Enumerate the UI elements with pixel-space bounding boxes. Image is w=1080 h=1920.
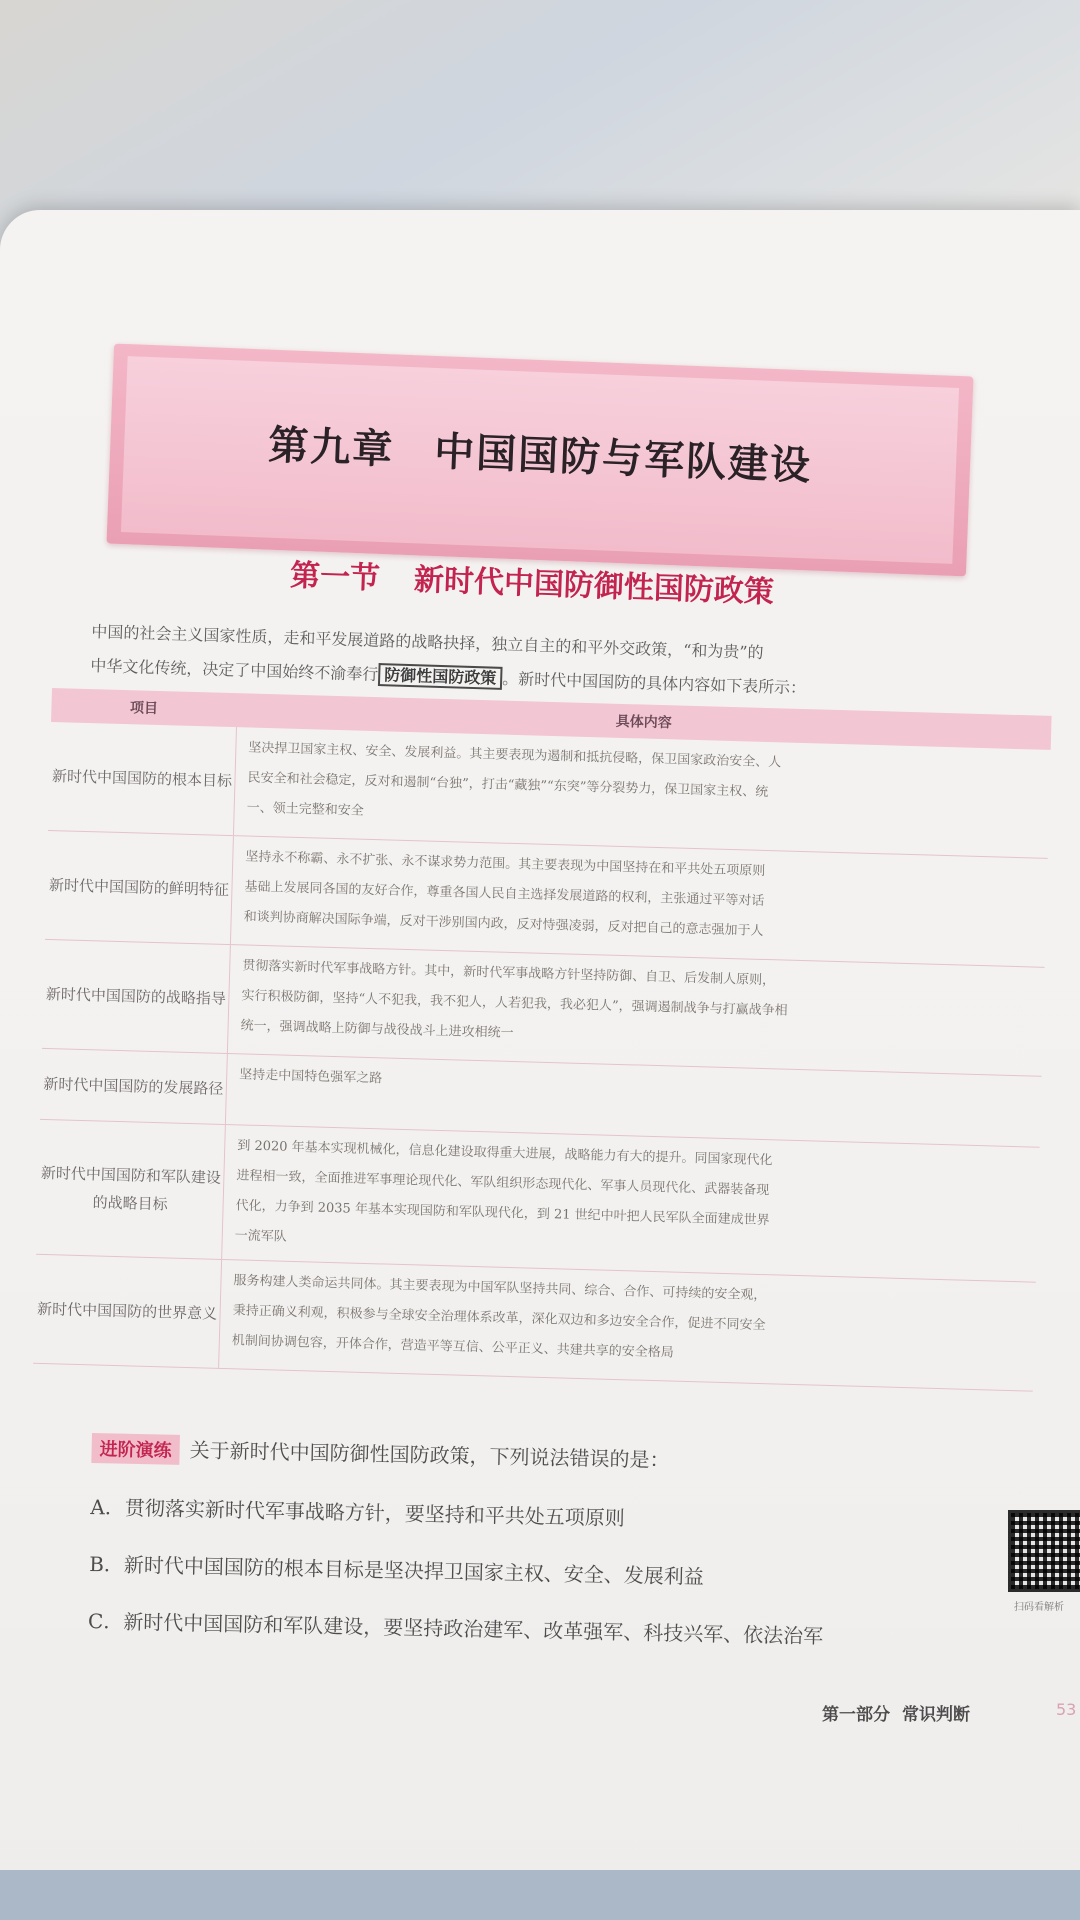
table-body <box>33 722 1051 1392</box>
table-row-line: 坚持走中国特色强军之路 <box>239 1067 383 1087</box>
exercise-option-a[interactable]: A．贯彻落实新时代军事战略方针，要坚持和平共处五项原则 <box>90 1494 626 1531</box>
chapter-banner <box>106 344 973 577</box>
table-row-line: 基础上发展同各国的友好合作，尊重各国人民自主选择发展道路的权利，主张通过平等对话 <box>244 879 765 909</box>
table-row-line: 进程相一致，全面推进军事理论现代化、军队组织形态现代化、军事人员现代化、武器装备现 <box>236 1168 770 1199</box>
table-row-line: 一、领土完整和安全 <box>246 800 364 819</box>
table-row-content <box>219 1260 1036 1391</box>
table-row-line: 服务构建人类命运共同体。其主要表现为中国军队坚持共同、综合、合作、可持续的安全观， <box>233 1273 767 1304</box>
table-row-line: 统一，强调战略上防御与战役战斗上进攻相统一 <box>240 1018 514 1042</box>
table-row-line: 贯彻落实新时代军事战略方针。其中，新时代军事战略方针坚持防御、自卫、后发制人原则， <box>242 958 776 989</box>
table-row-item: 新时代中国国防的战略指导 <box>42 940 231 1053</box>
table-row-content <box>228 945 1045 1076</box>
chapter-name: 中国国防与军队建设 <box>433 428 813 490</box>
table-row-line: 坚持永不称霸、永不扩张、永不谋求势力范围。其主要表现为中国坚持在和平共处五项原则 <box>245 849 766 879</box>
table-row-item: 新时代中国国防的鲜明特征 <box>45 831 234 944</box>
section-number: 第一节 <box>289 558 381 597</box>
policy-table <box>32 688 1051 1426</box>
table-row-content <box>234 727 1051 858</box>
table-row-line: 代化，力争到 2035 年基本实现国防和军队现代化，到 21 世纪中叶把人民军队全面建成世界 <box>235 1198 770 1229</box>
footer-name: 常识判断 <box>902 1705 970 1725</box>
background-cloth-bottom <box>0 1870 1080 1920</box>
table-row-line: 实行积极防御，坚持“人不犯我，我不犯人，人若犯我，我必犯人”，强调遏制战争与打赢战争相 <box>241 988 788 1019</box>
intro-line-2-end: 。新时代中国国防的具体内容如下表所示： <box>501 668 807 698</box>
table-row-line: 到 2020 年基本实现机械化，信息化建设取得重大进展，战略能力有大的提升。同国家现代化 <box>237 1138 773 1169</box>
table-row-content <box>231 836 1048 967</box>
chapter-number: 第九章 <box>267 422 396 474</box>
exercise-option-b[interactable]: B．新时代中国国防的根本目标是坚决捍卫国家主权、安全、发展利益 <box>88 1551 705 1589</box>
table-row-item: 新时代中国国防和军队建设的战略目标 <box>36 1120 226 1259</box>
section-name: 新时代中国防御性国防政策 <box>413 562 775 611</box>
table-row-content <box>222 1125 1039 1282</box>
boxed-term: 防御性国防政策 <box>378 663 503 690</box>
chapter-title <box>124 408 958 497</box>
table-row-line: 一流军队 <box>234 1228 287 1245</box>
footer-part: 第一部分 <box>822 1705 890 1725</box>
chapter-banner-inner <box>121 356 959 564</box>
page-footer <box>822 1700 970 1725</box>
table-row-line: 和谈判协商解决国际争端，反对干涉别国内政，反对恃强凌弱，反对把自己的意志强加于人 <box>243 909 764 939</box>
table-row-line: 秉持正确义利观，积极参与全球安全治理体系改革，深化双边和多边安全合作，促进不同安全 <box>232 1303 766 1334</box>
qr-label: 扫码看解析 <box>1014 1602 1064 1613</box>
table-row-line: 民安全和社会稳定，反对和遏制“台独”，打击“藏独”“东突”等分裂势力，保卫国家主权、统 <box>247 770 769 801</box>
table-row-line: 机制间协调包容，开体合作，营造平等互信、公平正义、共建共享的安全格局 <box>231 1333 674 1361</box>
table-row-line: 坚决捍卫国家主权、安全、发展利益。其主要表现为遏制和抵抗侵略，保卫国家政治安全、人 <box>248 740 782 771</box>
exercise-tag: 进阶演练 <box>91 1433 180 1465</box>
table-header-item: 项目 <box>129 700 159 717</box>
table-header-content: 具体内容 <box>615 713 672 732</box>
intro-line-1: 中国的社会主义国家性质，走和平发展道路的战略抉择，独立自主的和平外交政策，“和为贵”的 <box>91 621 764 663</box>
qr-code-icon[interactable] <box>1008 1510 1080 1592</box>
table-row-item: 新时代中国国防的发展路径 <box>40 1049 228 1124</box>
intro-line-2-start: 中华文化传统，决定了中国始终不渝奉行 <box>90 655 379 685</box>
exercise-option-c[interactable]: C．新时代中国国防和军队建设，要坚持政治建军、改革强军、科技兴军、依法治军 <box>87 1608 824 1649</box>
exercise-block <box>88 1432 992 1653</box>
table-row-item: 新时代中国国防的世界意义 <box>33 1255 222 1368</box>
page-number: 53 <box>1056 1700 1077 1719</box>
table-row-item: 新时代中国国防的根本目标 <box>48 722 237 835</box>
exercise-question: 关于新时代中国防御性国防政策，下列说法错误的是： <box>189 1438 670 1473</box>
